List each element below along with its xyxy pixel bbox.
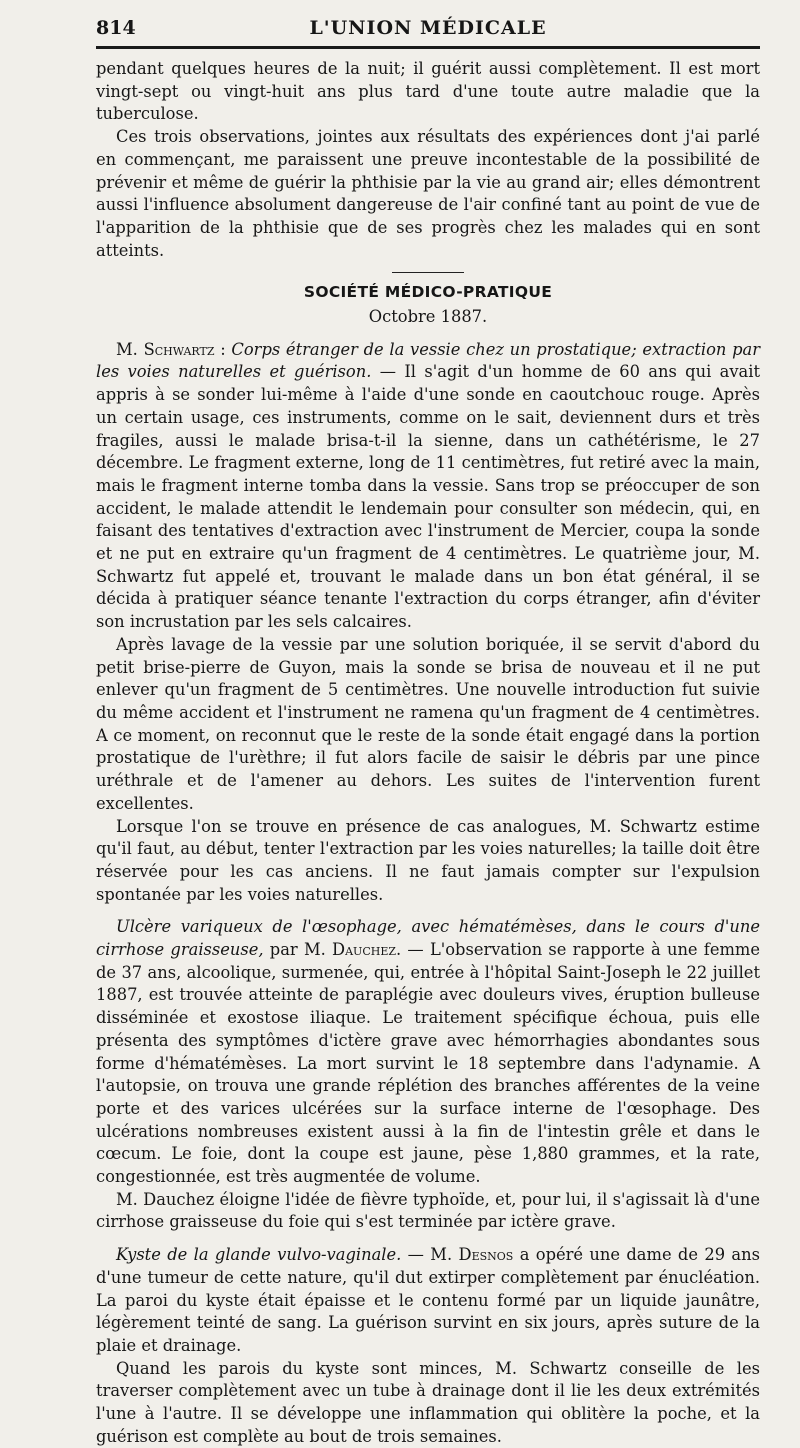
article-dauchez-paragraph-2: M. Dauchez éloigne l'idée de fièvre typhoïde, et, pour lui, il s'agissait là d'une cirrhose graisseuse du foie qui s'est terminée par ictère grave. <box>96 1189 760 1232</box>
article-schwartz-colon: : <box>214 339 232 359</box>
article-dauchez-paragraph-1 <box>96 916 760 1188</box>
page-content <box>96 58 760 1448</box>
article-desnos-author: Desnos <box>458 1245 514 1265</box>
article-dauchez-title: Ulcère variqueux de l'œsophage, avec hématémèses, dans le cours d'une cirrhose graisseuse, <box>96 917 760 960</box>
running-title: L'UNION MÉDICALE <box>309 17 547 39</box>
article-schwartz-paragraph-1 <box>96 339 760 634</box>
header-rule <box>96 46 760 49</box>
article-schwartz-paragraph-3: Lorsque l'on se trouve en présence de cas analogues, M. Schwartz estime qu'il faut, au début, tenter l'extraction par les voies naturelles; la taille doit être réservée pour les cas anciens. Il ne faut jamais compter sur l'expulsion spontanée par les voies naturelles. <box>96 816 760 904</box>
section-title: SOCIÉTÉ MÉDICO-PRATIQUE <box>303 283 553 302</box>
article-dauchez-body: . — L'observation se rapporte à une femme de 37 ans, alcoolique, surmenée, qui, entrée à l'hôpital Saint-Joseph le 22 juillet 1887, est trouvée atteinte de paraplégie avec douleurs vives, éruption bulleuse disséminée et exostose iliaque. Le traitement spécifique échoua, puis elle présenta des symptômes d'ictère grave avec hémorrhagies abondantes sous forme d'hématémèses. La mort survint le 18 septembre dans l'adynamie. A l'autopsie, on trouva une grande réplétion des branches afférentes de la veine porte et des varices ulcérées sur la surface interne de l'œsophage. Des ulcérations nombreuses existent aussi à la fin de l'intestin grêle et dans le cœcum. Le foie, dont la coupe est jaune, pèse 1,880 grammes, et la rate, congestionnée, est très augmentée de volume. <box>96 940 760 1187</box>
article-desnos-paragraph-2: Quand les parois du kyste sont minces, M. Schwartz conseille de les traverser complètement avec un tube à drainage dont il lie les deux extrémités l'une à l'autre. Il se développe une inflammation qui oblitère la poche, et la guérison est complète au bout de trois semaines. <box>96 1358 760 1446</box>
intro-paragraph-2: Ces trois observations, jointes aux résultats des expériences dont j'ai parlé en commençant, me paraissent une preuve incontestable de la possibilité de prévenir et même de guérir la phthisie par la vie au grand air; elles démontrent aussi l'influence absolument dangereuse de l'air confiné tant au point de vue de l'apparition de la phthisie que de ses progrès chez les malades qui en sont atteints. <box>96 127 760 260</box>
article-schwartz-prefix: M. <box>116 339 144 359</box>
article-dauchez-prefix: par M. <box>263 940 333 960</box>
section-divider <box>392 272 464 273</box>
article-schwartz-body: — Il s'agit d'un homme de 60 ans qui avait appris à se sonder lui-même à l'aide d'une sonde en caoutchouc rouge. Après un certain usage, ces instruments, comme on le sait, deviennent durs et très fragiles, aussi le malade brisa-t-il la sienne, dans un cathétérisme, le 27 décembre. Le fragment externe, long de 11 centimètres, fut retiré avec la main, mais le fragment interne tomba dans la vessie. Sans trop se préoccuper de son accident, le malade attendit le lendemain pour consulter son médecin, qui, en faisant des tentatives d'extraction avec l'instrument de Mercier, coupa la sonde et ne put en extraire qu'un fragment de 4 centimètres. Le quatrième jour, M. Schwartz fut appelé et, trouvant le malade dans un bon état général, il se décida à pratiquer séance tenante l'extraction du corps étranger, afin d'éviter son incrustation par les sels calcaires. <box>96 362 761 632</box>
article-schwartz-author: Schwartz <box>143 339 215 359</box>
page-header <box>96 14 760 44</box>
intro-paragraph-1: pendant quelques heures de la nuit; il guérit aussi complètement. Il est mort vingt-sept ou vingt-huit ans plus tard d'une toute autre maladie que la tuberculose. <box>96 59 760 124</box>
article-desnos-title: Kyste de la glande vulvo-vaginale. <box>116 1245 402 1265</box>
page-number: 814 <box>96 17 136 39</box>
article-desnos-prefix: — M. <box>401 1245 459 1265</box>
article-dauchez-author: Dauchez <box>332 940 396 960</box>
article-schwartz-paragraph-2: Après lavage de la vessie par une solution boriquée, il se servit d'abord du petit brise-pierre de Guyon, mais la sonde se brisa de nouveau et il ne put enlever qu'un fragment de 5 centimètres. Une nouvelle introduction fut suivie du même accident et l'instrument ne ramena qu'un fragment de 4 centimètres. A ce moment, on reconnut que le reste de la sonde était engagé dans la portion prostatique de l'urèthre; il fut alors facile de saisir le débris par une pince uréthrale et de l'amener au dehors. Les suites de l'intervention furent excellentes. <box>96 634 760 813</box>
article-schwartz-title: Corps étranger de la vessie chez un prostatique; extraction par les voies naturelles et guérison. <box>96 339 760 382</box>
section-date: Octobre 1887. <box>368 307 488 327</box>
article-desnos-paragraph-1 <box>96 1244 760 1358</box>
article-desnos-body: a opéré une dame de 29 ans d'une tumeur de cette nature, qu'il dut extirper complètement par énucléation. La paroi du kyste était épaisse et le contenu formé par un liquide jaunâtre, légèrement teinté de sang. La guérison survint en six jours, après suture de la plaie et drainage. <box>96 1245 760 1355</box>
